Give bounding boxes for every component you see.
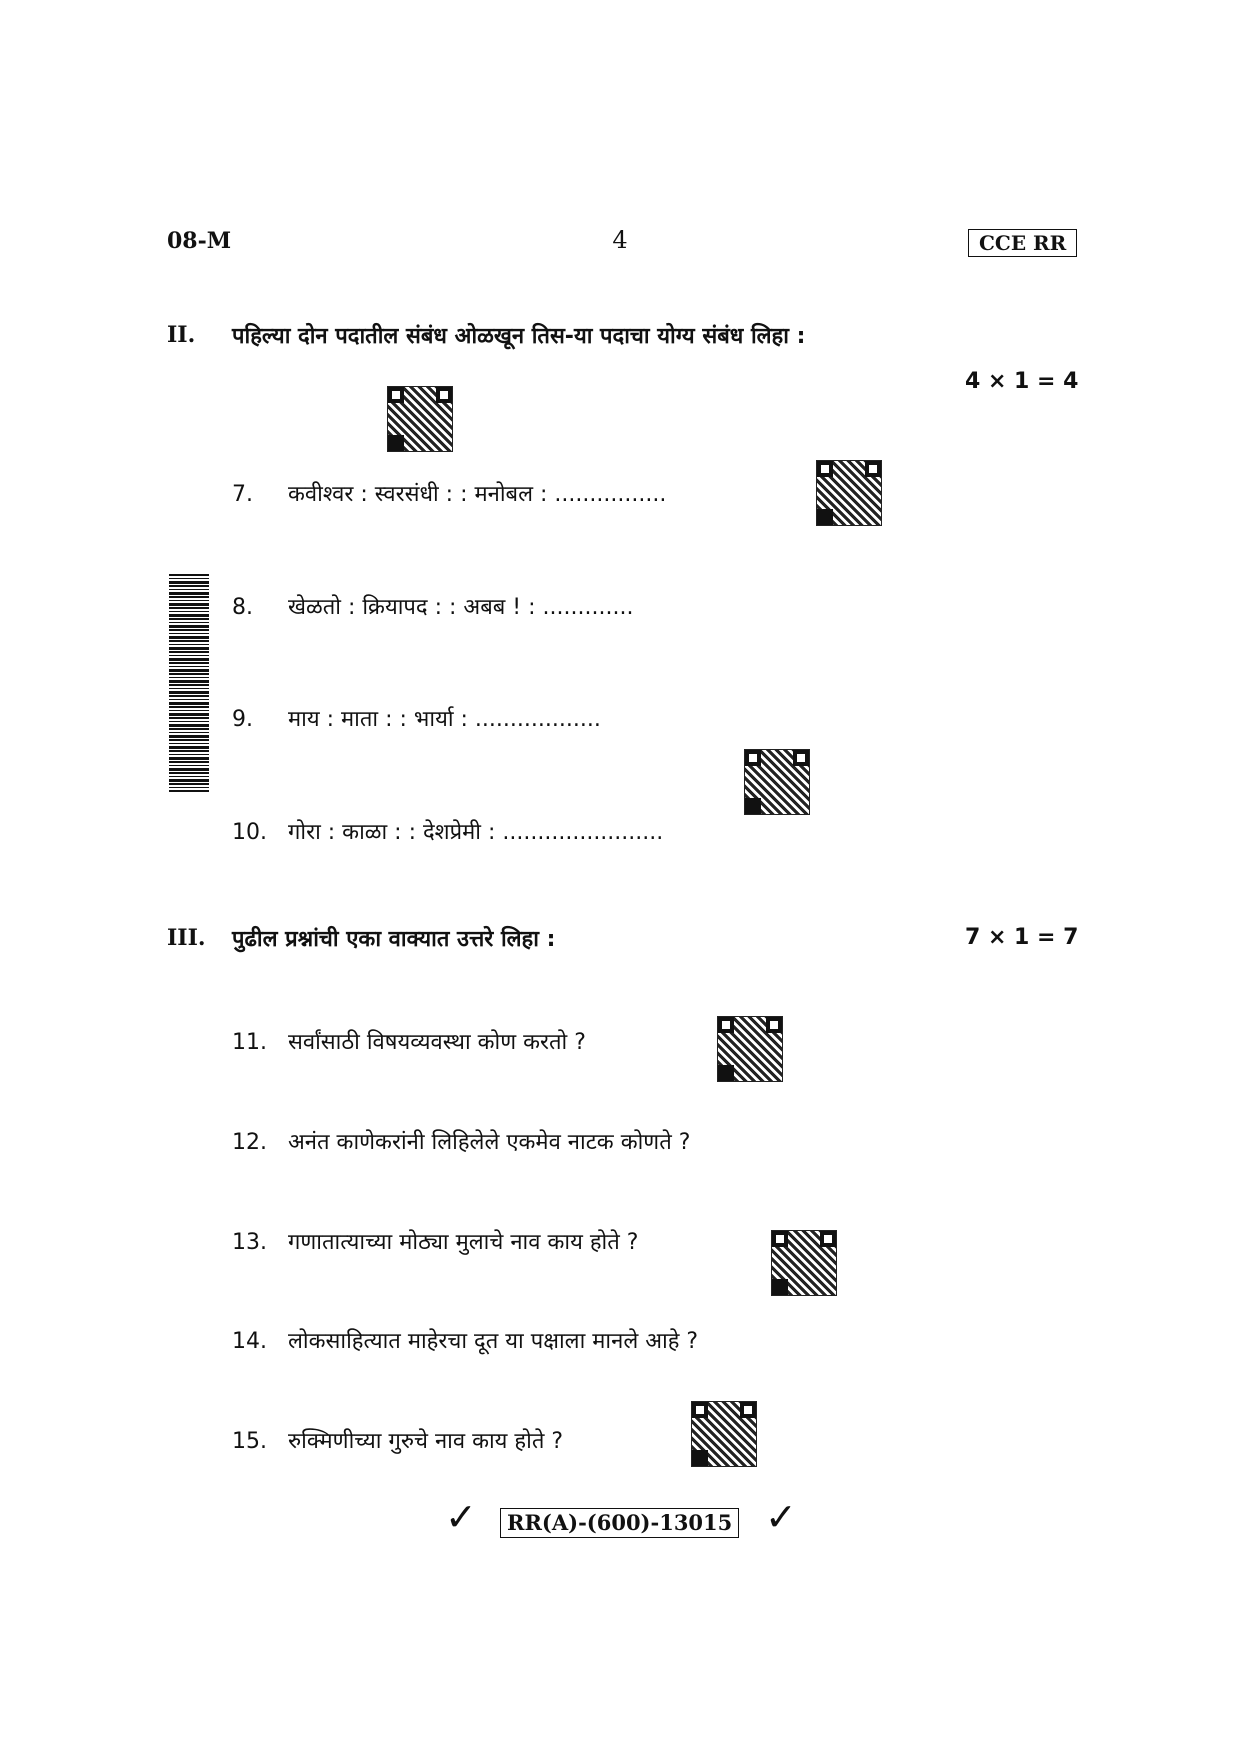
section-3-number: III. [167, 925, 206, 951]
qr-code-icon [692, 1402, 756, 1466]
question-text: रुक्मिणीच्या गुरुचे नाव काय होते ? [288, 1429, 564, 1454]
question-number: 10. [232, 820, 267, 845]
qr-code-icon [388, 387, 452, 451]
section-3-marks: 7 × 1 = 7 [965, 925, 1079, 950]
qr-code-icon [772, 1231, 836, 1295]
paper-type-badge: CCE RR [968, 229, 1077, 257]
question-11 [232, 1026, 586, 1056]
question-text: गोरा : काळा : : देशप्रेमी : ....................... [288, 820, 664, 845]
question-text: लोकसाहित्यात माहेरचा दूत या पक्षाला मानले आहे ? [288, 1329, 699, 1354]
question-14 [232, 1325, 698, 1355]
qr-code-icon [817, 461, 881, 525]
section-2-number: II. [167, 322, 196, 348]
question-text: गणातात्याच्या मोठ्या मुलाचे नाव काय होते ? [288, 1230, 639, 1255]
section-2-marks: 4 × 1 = 4 [965, 369, 1079, 394]
question-text: खेळतो : क्रियापद : : अबब ! : ............. [288, 595, 634, 620]
qr-code-icon [745, 750, 809, 814]
question-text: सर्वांसाठी विषयव्यवस्था कोण करतो ? [288, 1030, 586, 1055]
question-15 [232, 1425, 563, 1455]
question-number: 11. [232, 1030, 267, 1055]
question-10 [232, 816, 663, 846]
question-number: 7. [232, 482, 253, 507]
question-number: 9. [232, 707, 253, 732]
qr-code-icon [718, 1017, 782, 1081]
section-2-instruction: पहिल्या दोन पदातील संबंध ओळखून तिस-या पदाचा योग्य संबंध लिहा : [232, 324, 806, 349]
question-text: माय : माता : : भार्या : .................. [288, 707, 601, 732]
question-9 [232, 703, 601, 733]
tick-mark-icon: ✓ [765, 1495, 797, 1539]
question-12 [232, 1126, 690, 1156]
question-text: अनंत काणेकरांनी लिहिलेले एकमेव नाटक कोणते ? [288, 1130, 691, 1155]
barcode-icon [169, 574, 209, 792]
subject-code: 08-M [167, 228, 232, 254]
question-text: कवीश्वर : स्वरसंधी : : मनोबल : ................ [288, 482, 667, 507]
page-number: 4 [612, 226, 628, 254]
question-number: 8. [232, 595, 253, 620]
question-7 [232, 478, 666, 508]
question-number: 13. [232, 1230, 267, 1255]
question-number: 15. [232, 1429, 267, 1454]
tick-mark-icon: ✓ [445, 1495, 477, 1539]
question-number: 14. [232, 1329, 267, 1354]
question-13 [232, 1226, 638, 1256]
question-8 [232, 591, 633, 621]
section-3-instruction: पुढील प्रश्नांची एका वाक्यात उत्तरे लिहा : [232, 927, 556, 952]
footer-code: RR(A)-(600)-13015 [500, 1508, 739, 1538]
question-number: 12. [232, 1130, 267, 1155]
